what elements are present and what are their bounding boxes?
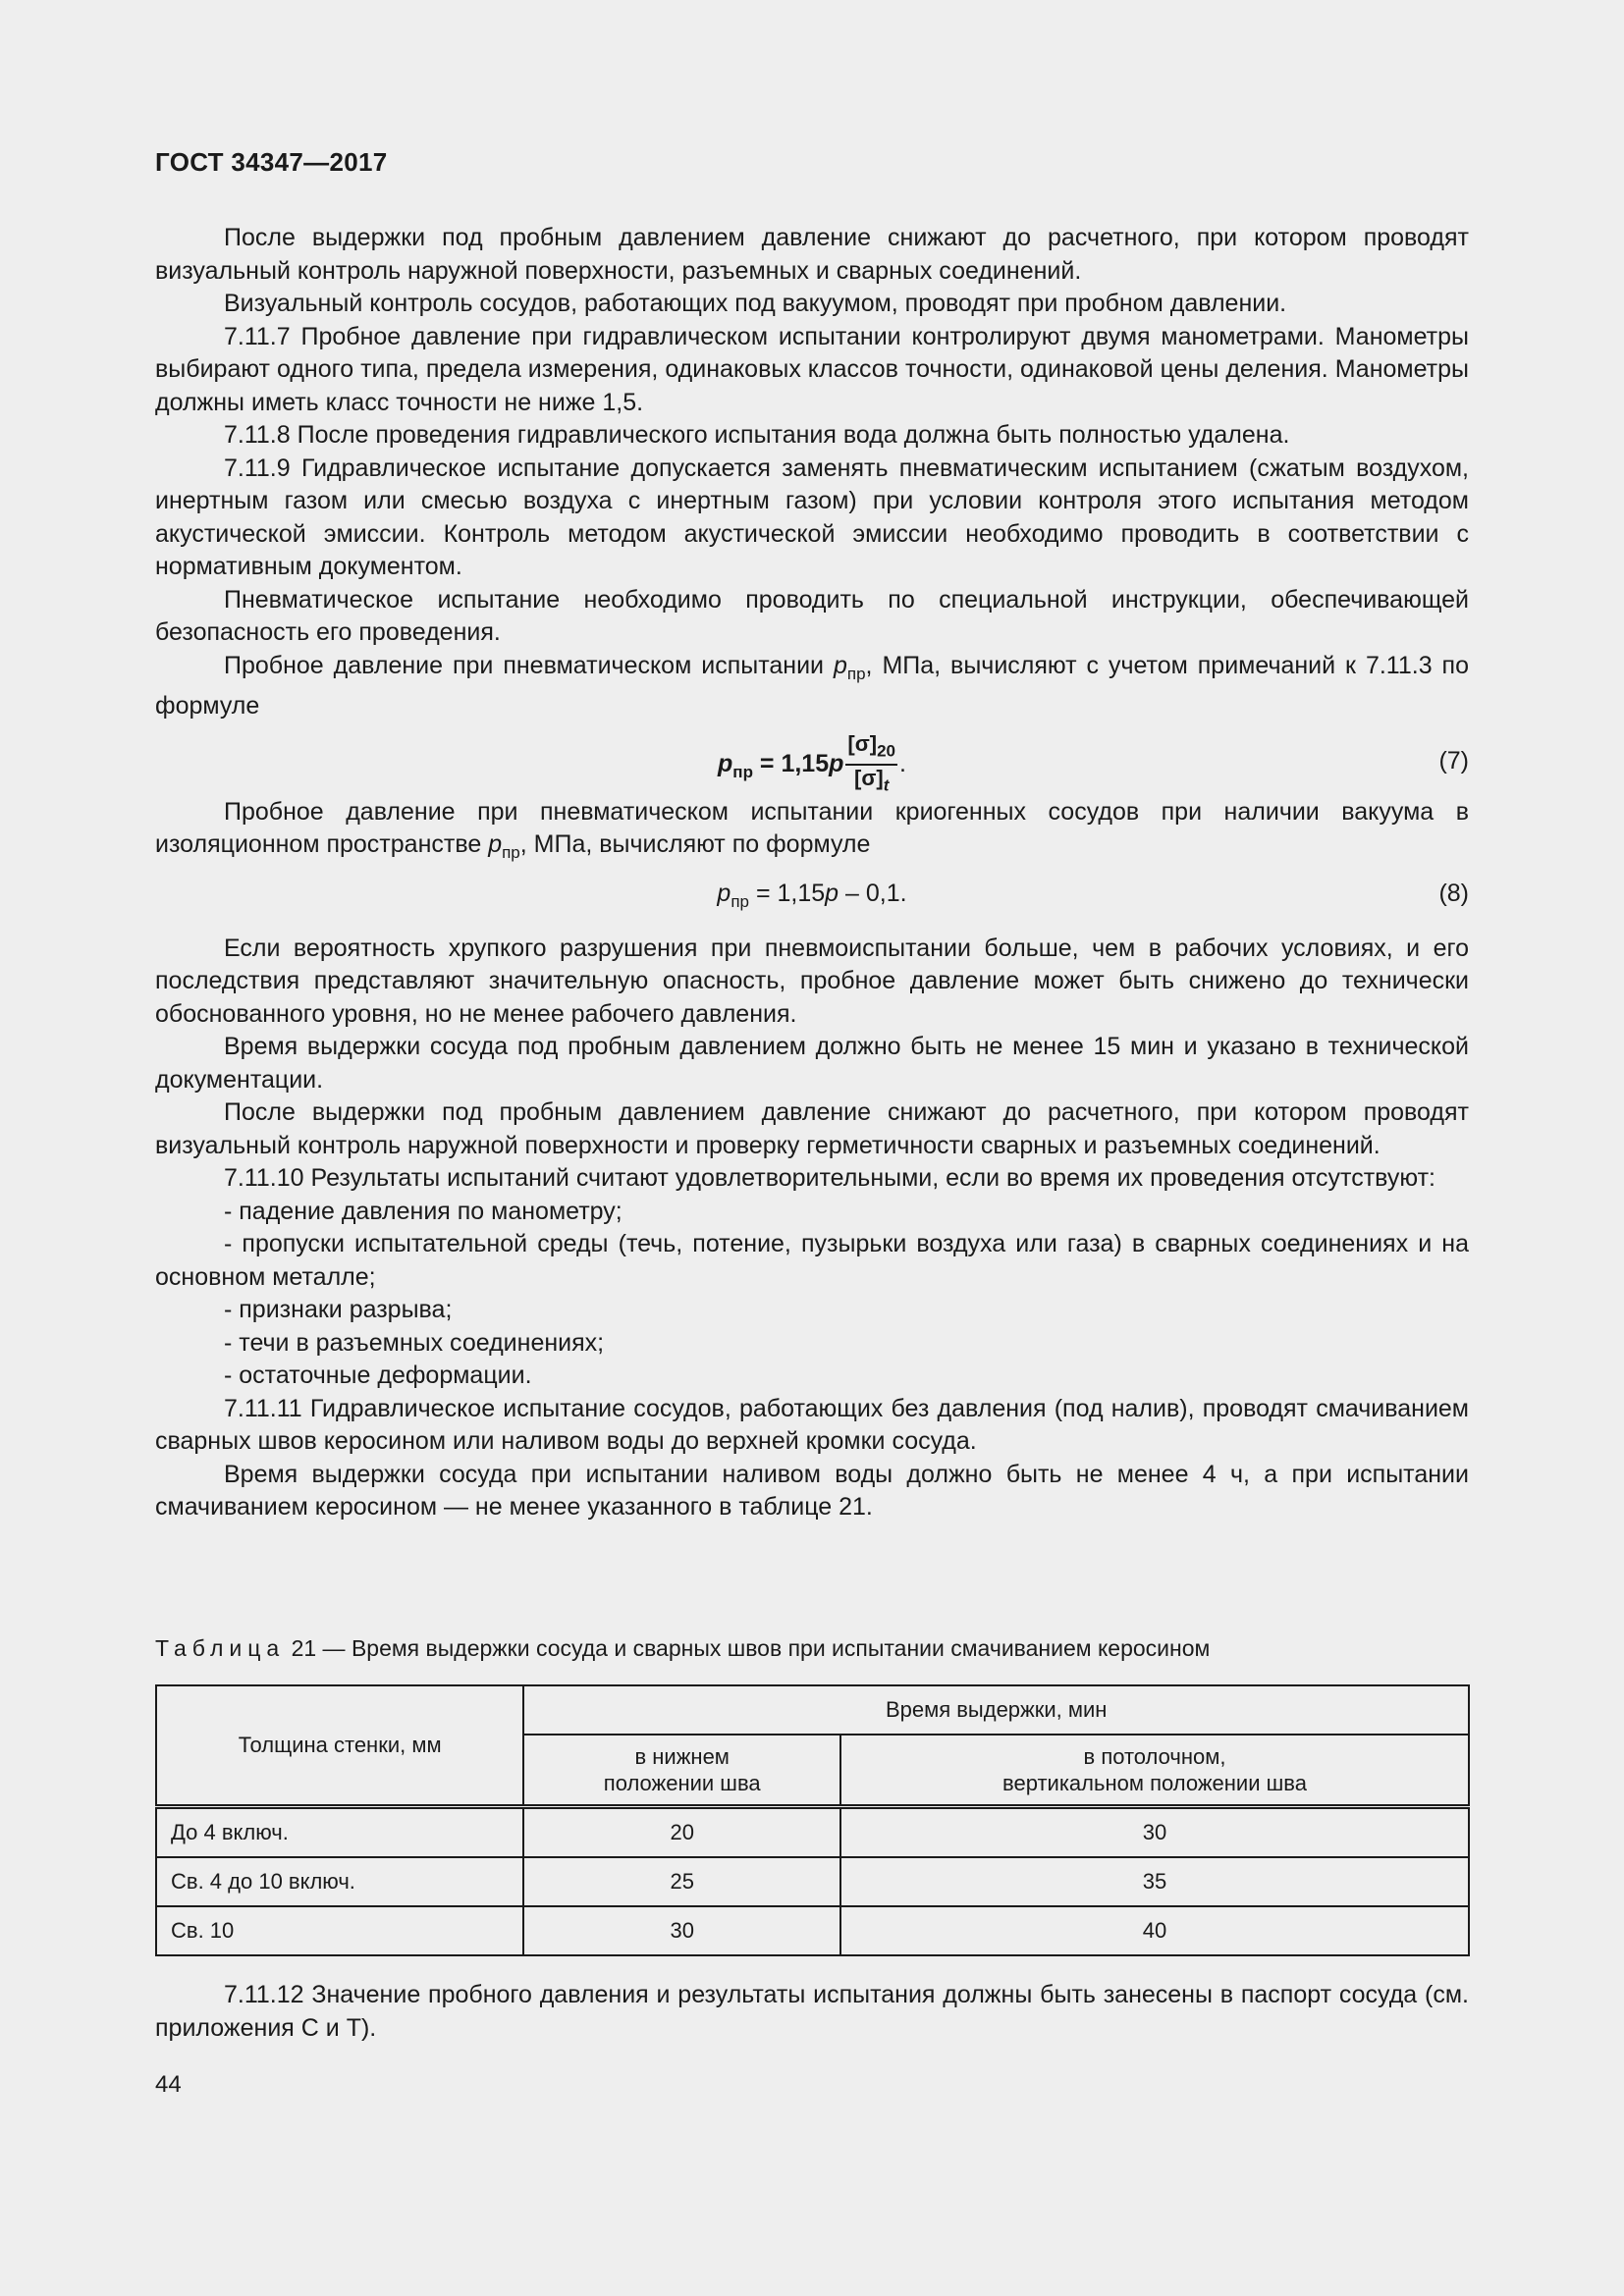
after-table-text <box>155 1979 1469 2045</box>
table-header-lower: в нижнем положении шва <box>523 1735 840 1807</box>
formula-7-fraction: $\frac{[\sigma]_{20}}{[\sigma]_t}$ <box>847 730 896 795</box>
formula-7 <box>155 727 1469 795</box>
body-text <box>155 222 1469 1524</box>
formula-8 <box>155 878 1469 917</box>
table-caption: Таблица 21 — Время выдержки сосуда и сварных швов при испытании смачиванием керосином <box>155 1635 1211 1661</box>
paragraph: После выдержки под пробным давлением давление снижают до расчетного, при котором проводят визуальный контроль наружной поверхности, разъемных и сварных соединений. <box>155 224 1469 285</box>
formula-7-number: (7) <box>1438 746 1469 774</box>
list-item: - признаки разрыва; <box>224 1296 453 1323</box>
paragraph: Время выдержки сосуда при испытании наливом воды должно быть не менее 4 ч, а при испытании смачиванием керосином — не менее указанного в таблице 21. <box>155 1460 1469 1521</box>
paragraph: 7.11.10 Результаты испытаний считают удовлетворительными, если во время их проведения отсутствуют: <box>224 1164 1435 1192</box>
table-cell: 30 <box>523 1906 840 1955</box>
table-cell: Св. 10 <box>156 1906 523 1955</box>
table-cell: 35 <box>840 1857 1469 1906</box>
table-cell: 30 <box>840 1807 1469 1858</box>
paragraph-formula7-intro: Пробное давление при пневматическом испытании $p_{пр}$, МПа, вычисляют с учетом примечаний к 7.11.3 по формуле <box>155 651 1469 720</box>
paragraph: Визуальный контроль сосудов, работающих под вакуумом, проводят при пробном давлении. <box>224 290 1287 317</box>
table-header-ceiling: в потолочном, вертикальном положении шва <box>840 1735 1469 1807</box>
formula-8-number: (8) <box>1438 879 1469 907</box>
paragraph: Пневматическое испытание необходимо проводить по специальной инструкции, обеспечивающей безопасность его проведения. <box>155 585 1469 646</box>
table-cell: Св. 4 до 10 включ. <box>156 1857 523 1906</box>
table-cell: До 4 включ. <box>156 1807 523 1858</box>
list-item: - течи в разъемных соединениях; <box>224 1328 605 1357</box>
formula-7-expression: $p_{пр} = 1,15p$ $\frac{[\sigma]_{20}}{[\sigma]_t}$ . <box>155 731 1469 799</box>
paragraph: 7.11.11 Гидравлическое испытание сосудов, работающих без давления (под налив), проводят смачиванием сварных швов керосином или наливом воды до верхней кромки сосуда. <box>155 1394 1469 1455</box>
page-number: 44 <box>155 2071 182 2098</box>
paragraph-formula8-intro: Пробное давление при пневматическом испытании криогенных сосудов при наличии вакуума в изоляционном пространстве $p_{пр}$, МПа, вычисляют по формуле <box>155 797 1469 862</box>
table-cell: 25 <box>523 1857 840 1906</box>
table-row <box>156 1906 1469 1955</box>
list-item: - пропуски испытательной среды (течь, потение, пузырьки воздуха или газа) в сварных соединениях и на основном металле; <box>155 1230 1469 1291</box>
formula-8-expression: $p_{пр} = 1,15p - 0,1$. <box>717 879 907 911</box>
table-header-time: Время выдержки, мин <box>523 1685 1469 1735</box>
paragraph: Если вероятность хрупкого разрушения при пневмоиспытании больше, чем в рабочих условиях, и его последствия представляют значительную опасность, пробное давление может быть снижено до технически обоснованного уровня, но не менее рабочего давления. <box>155 934 1469 1028</box>
paragraph: 7.11.12 Значение пробного давления и результаты испытания должны быть занесены в паспорт сосуда (см. приложения С и Т). <box>155 1981 1469 2042</box>
list-item: - остаточные деформации. <box>224 1362 532 1389</box>
table-row <box>156 1807 1469 1858</box>
paragraph: 7.11.7 Пробное давление при гидравлическом испытании контролируют двумя манометрами. Манометры выбирают одного типа, предела измерения, одинаковых классов точности, одинаковой цены деления. Манометры должны иметь класс точности не ниже 1,5. <box>155 322 1469 416</box>
list-item: - падение давления по манометру; <box>224 1197 623 1225</box>
table-cell: 40 <box>840 1906 1469 1955</box>
table-cell: 20 <box>523 1807 840 1858</box>
table-header-thickness: Толщина стенки, мм <box>156 1685 523 1807</box>
paragraph: Время выдержки сосуда под пробным давлением должно быть не менее 15 мин и указано в технической документации. <box>155 1033 1469 1094</box>
paragraph: После выдержки под пробным давлением давление снижают до расчетного, при котором проводят визуальный контроль наружной поверхности и проверку герметичности сварных и разъемных соединений. <box>155 1098 1469 1159</box>
table-row <box>156 1857 1469 1906</box>
document-header: ГОСТ 34347—2017 <box>155 147 388 177</box>
paragraph: 7.11.8 После проведения гидравлического испытания вода должна быть полностью удалена. <box>224 421 1290 449</box>
paragraph: 7.11.9 Гидравлическое испытание допускается заменять пневматическим испытанием (сжатым воздухом, инертным газом или смесью воздуха с инертным газом) при условии контроля этого испытания методом акустической эмиссии. Контроль методом акустической эмиссии необходимо проводить в соответствии с нормативным документом. <box>155 454 1469 580</box>
data-table <box>155 1684 1470 1956</box>
